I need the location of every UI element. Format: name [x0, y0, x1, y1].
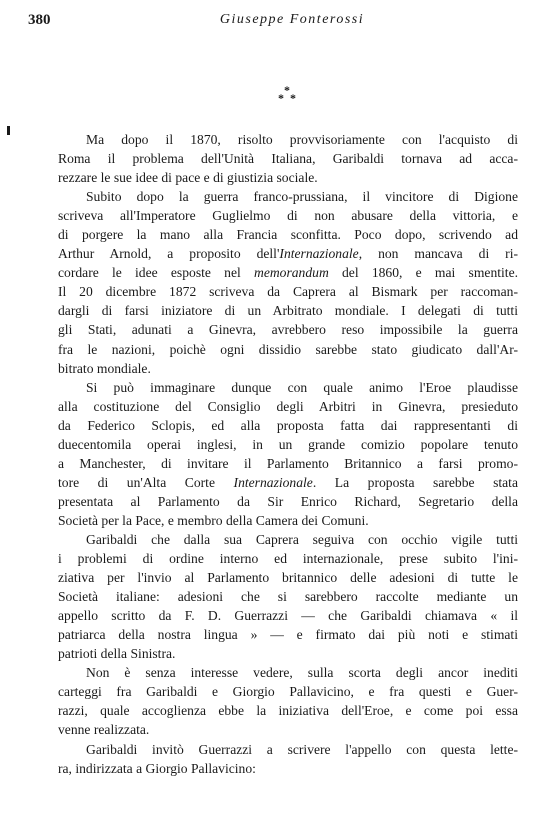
text-line: cordare le idee esposte nel memorandum del 1860, e mai smentite.	[58, 265, 518, 281]
text-line: Si può immaginare dunque con quale animo l'Eroe plaudisse	[86, 379, 518, 395]
text-line: Società italiane: adesioni che si sarebbero raccolte mediante un	[58, 589, 518, 605]
text-line: Arthur Arnold, a proposito dell'Internazionale, non mancava di ri-	[58, 246, 519, 262]
text-line: carteggi fra Garibaldi e Giorgio Pallavicino, e fra questi e Guer-	[58, 684, 518, 700]
text-line: patriarca della nostra lingua » — e firmato dai più noti e stimati	[58, 627, 518, 643]
text-line: bitrato mondiale.	[58, 360, 151, 376]
page-header	[28, 10, 526, 32]
italic-term: memorandum	[254, 265, 329, 281]
asterism-star-left: *	[278, 91, 284, 105]
text-line: presentata al Parlamento da Sir Enrico Richard, Segretario della	[58, 493, 518, 509]
asterism-star-top: *	[284, 83, 290, 97]
text-line: scriveva all'Imperatore Guglielmo di non abusare della vittoria, e	[58, 208, 518, 224]
text-line: da Federico Sclopis, ed alla proposta fatta dai rappresentanti di	[58, 417, 518, 433]
text-line: ra, indirizzata a Giorgio Pallavicino:	[58, 760, 256, 776]
text-line: dargli di farsi iniziatore di un Arbitrato mondiale. I delegati di tutti	[58, 303, 518, 319]
margin-mark	[7, 126, 10, 135]
paragraph	[58, 130, 518, 187]
paragraph	[58, 530, 518, 663]
text-line: Non è senza interesse vedere, sulla scorta degli ancor inediti	[86, 665, 518, 681]
text-line: Roma il problema dell'Unità Italiana, Garibaldi tornava ad acca-	[58, 151, 518, 167]
text-line: appello scritto da F. D. Guerrazzi — che Garibaldi chiamava « il	[58, 608, 518, 624]
italic-term: Internazionale	[279, 246, 359, 262]
paragraph	[58, 740, 518, 778]
text-line: Società per la Pace, e membro della Camera dei Comuni.	[58, 512, 369, 528]
text-line: rezzare le sue idee di pace e di giustizia sociale.	[58, 170, 318, 186]
paragraph	[58, 663, 518, 739]
text-line: Garibaldi che dalla sua Caprera seguiva con occhio vigile tutti	[86, 531, 518, 547]
page-number: 380	[28, 12, 51, 28]
text-line: patrioti della Sinistra.	[58, 646, 176, 662]
asterism-divider	[278, 84, 298, 108]
text-line: a Manchester, di invitare il Parlamento Britannico a farsi promo-	[58, 455, 518, 471]
text-line: i problemi di ordine interno ed internazionale, prese subito l'ini-	[58, 551, 518, 567]
text-line: fra le nazioni, poichè ogni dissidio sarebbe stato giudicato dall'Ar-	[58, 341, 518, 357]
text-line: di porgere la mano alla Francia sconfitta. Poco dopo, scrivendo ad	[58, 227, 518, 243]
paragraph	[58, 378, 518, 530]
text-line: gli Stati, adunati a Ginevra, avrebbero reso impossibile la guerra	[58, 322, 518, 338]
text-line: razzi, quale accoglienza ebbe la iniziativa dell'Eroe, e come poi essa	[58, 703, 518, 719]
text-line: venne realizzata.	[58, 722, 150, 738]
text-line: tore di un'Alta Corte Internazionale. La proposta sarebbe stata	[58, 474, 518, 490]
text-line: Subito dopo la guerra franco-prussiana, il vincitore di Digione	[86, 189, 518, 205]
text-line: Il 20 dicembre 1872 scriveva da Caprera al Bismark per raccoman-	[58, 284, 518, 300]
italic-term: Internazionale	[233, 474, 313, 490]
paragraph	[58, 187, 518, 377]
body-text	[58, 130, 518, 778]
text-line: alla costituzione del Consiglio degli Arbitri in Ginevra, presieduto	[58, 398, 518, 414]
text-line: Garibaldi invitò Guerrazzi a scrivere l'appello con questa lette-	[86, 741, 518, 757]
text-line: Ma dopo il 1870, risolto provvisoriamente con l'acquisto di	[86, 132, 518, 147]
text-line: duecentomila operai inglesi, in un grande comizio popolare tenuto	[58, 436, 518, 452]
running-head: Giuseppe Fonterossi	[219, 12, 365, 27]
asterism-star-right: *	[290, 91, 296, 105]
text-line: ziativa per l'invio al Parlamento britannico delle adesioni di tutte le	[58, 570, 518, 586]
